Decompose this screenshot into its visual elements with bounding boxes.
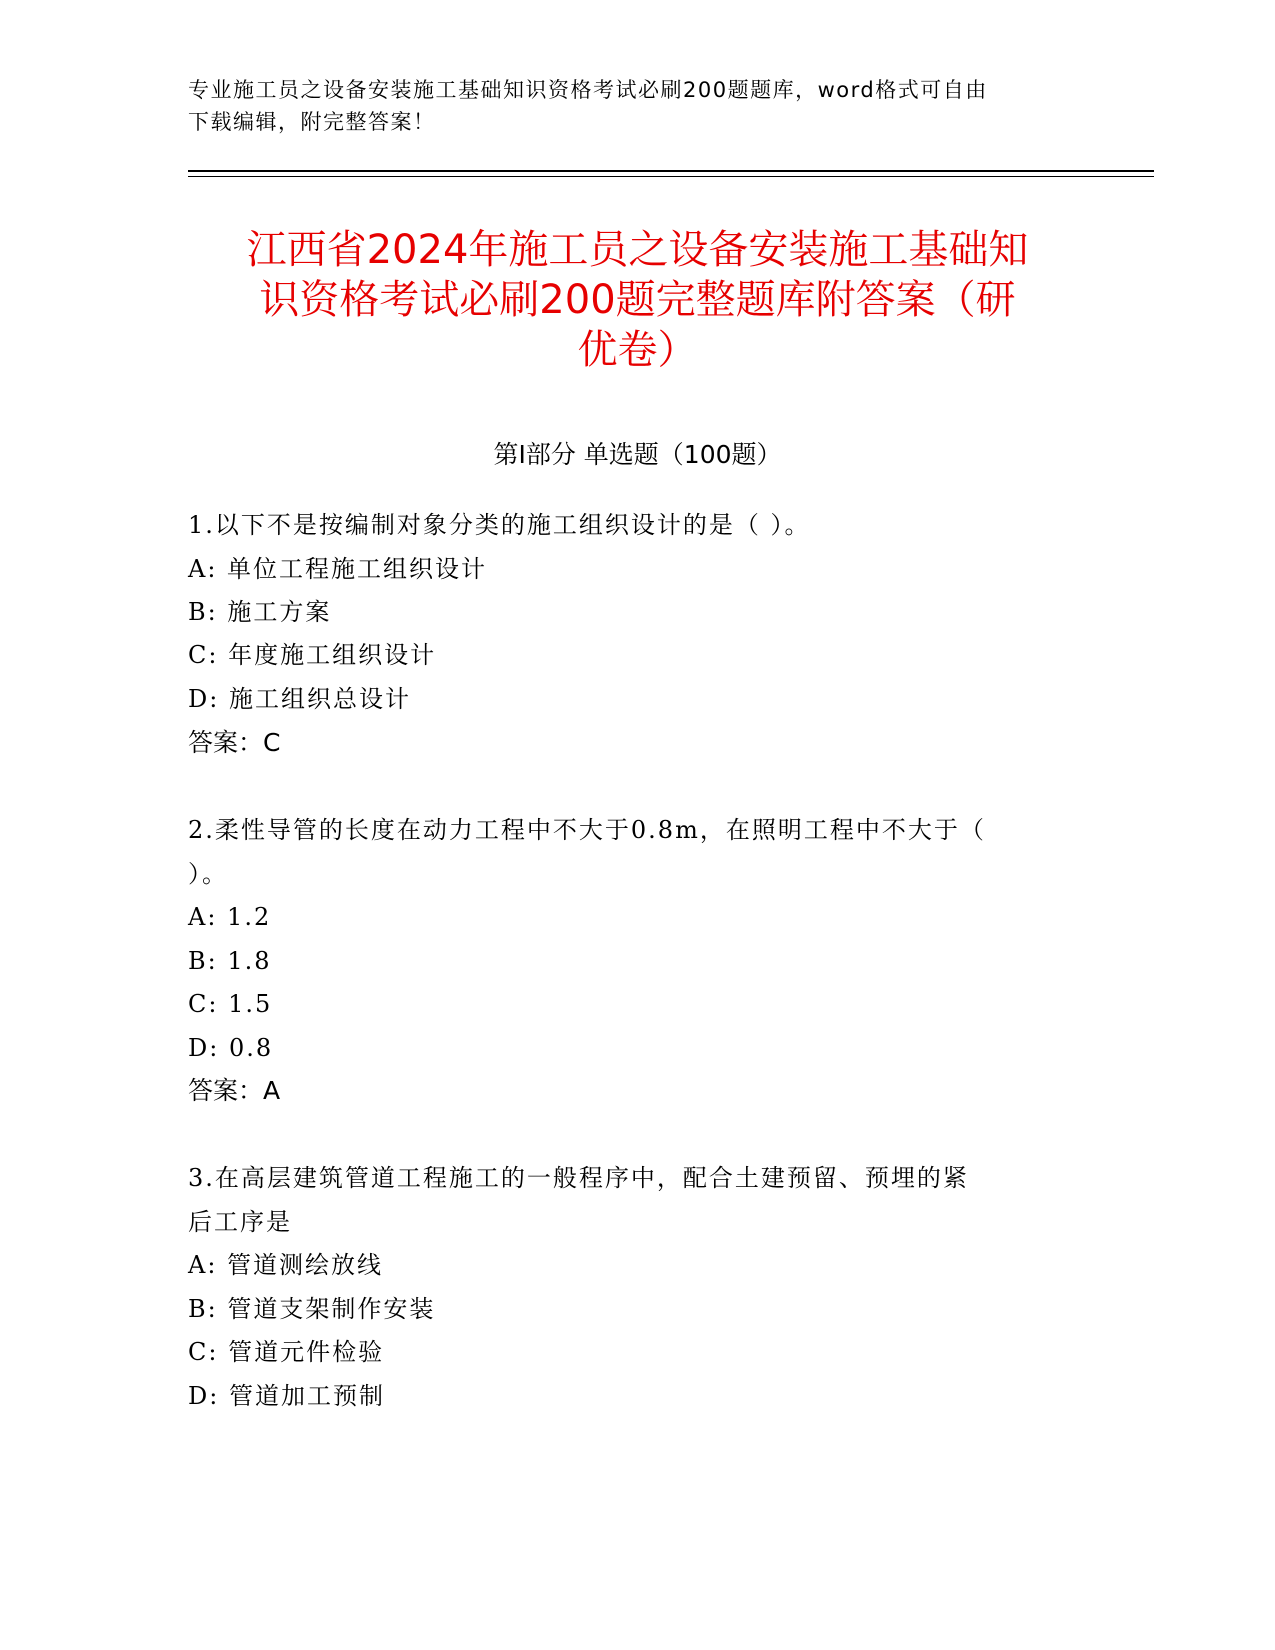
answer: 答案：C — [188, 728, 281, 757]
option-b: B: 1.8 — [188, 947, 272, 975]
answer: 答案：A — [188, 1076, 281, 1105]
option-d: D: 0.8 — [188, 1034, 274, 1062]
option-c: C: 年度施工组织设计 — [188, 641, 437, 669]
header-rule-thick — [188, 170, 1154, 172]
option-b: B: 管道支架制作安装 — [188, 1295, 436, 1323]
question-stem: 2.柔性导管的长度在动力工程中不大于0.8m，在照明工程中不大于（ — [188, 816, 986, 844]
section-heading: 第Ⅰ部分 单选题（100题） — [493, 440, 782, 469]
title-line-3: 优卷） — [577, 327, 698, 373]
option-a: A: 1.2 — [188, 903, 272, 931]
title-line-1: 江西省2024年施工员之设备安装施工基础知 — [246, 227, 1029, 273]
option-d: D: 管道加工预制 — [188, 1382, 385, 1410]
intro-text — [188, 74, 1068, 138]
question-stem-continued: 后工序是 — [188, 1208, 292, 1236]
option-a: A: 管道测绘放线 — [188, 1251, 384, 1279]
option-c: C: 1.5 — [188, 990, 273, 1018]
option-d: D: 施工组织总设计 — [188, 685, 411, 713]
question-stem: 1.以下不是按编制对象分类的施工组织设计的是（ ）。 — [188, 511, 811, 539]
option-a: A: 单位工程施工组织设计 — [188, 555, 488, 583]
question-stem: 3.在高层建筑管道工程施工的一般程序中，配合土建预留、预埋的紧 — [188, 1164, 969, 1192]
intro-line-2: 下载编辑，附完整答案！ — [188, 110, 436, 134]
intro-line-1: 专业施工员之设备安装施工基础知识资格考试必刷200题题库，word格式可自由 — [188, 78, 988, 102]
question-stem-continued: ）。 — [188, 860, 228, 888]
header-rule-thin — [188, 176, 1154, 177]
option-b: B: 施工方案 — [188, 598, 332, 626]
document-title — [175, 225, 1100, 375]
title-line-2: 识资格考试必刷200题完整题库附答案（研 — [259, 277, 1016, 323]
option-c: C: 管道元件检验 — [188, 1338, 385, 1366]
